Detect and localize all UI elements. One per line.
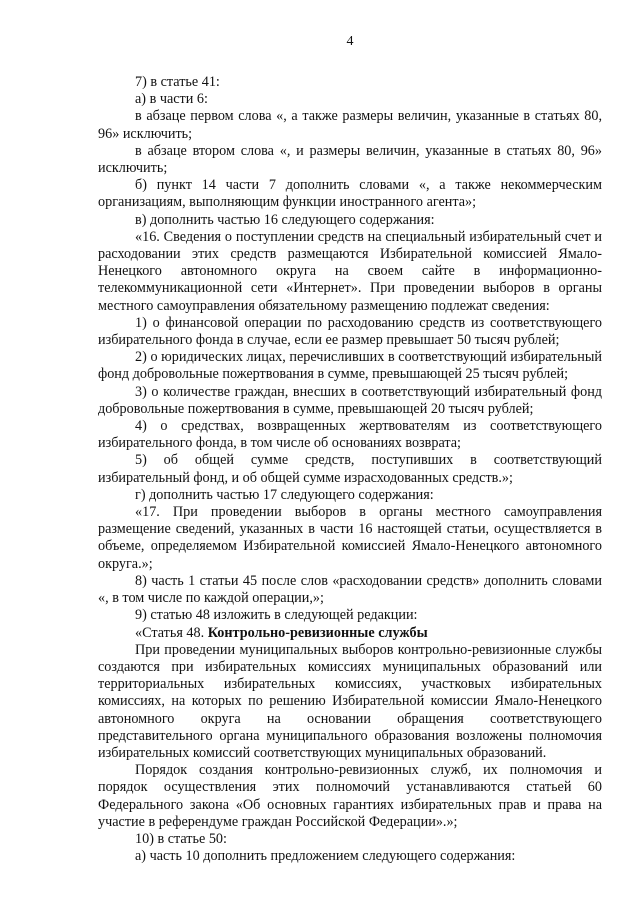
paragraph: «17. При проведении выборов в органы местного самоуправления размещение сведений, указанных в части 16 настоящей статьи, осуществляется в объеме, определяемом Избирательной комиссией Ямало-Ненецкого автономного округа.»;	[98, 504, 602, 572]
paragraph: 4) о средствах, возвращенных жертвователям из соответствующего избирательного фонда, в том числе об основаниях возврата;	[98, 418, 602, 452]
paragraph: При проведении муниципальных выборов контрольно-ревизионные службы создаются при избирательных комиссиях муниципальных образований или территориальных избирательных комиссиях, участковых избирательных комиссиях, на которых по решению Избирательной комиссии Ямало-Ненецкого автономного округа на основании обращения соответствующего представительного органа муниципального образования возложены полномочия избирательных комиссий соответствующих муниципальных образований.	[98, 641, 602, 761]
paragraph: «16. Сведения о поступлении средств на специальный избирательный счет и расходовании этих средств размещаются Избирательной комиссией Ямало-Ненецкого автономного округа на своем сайте в информационно-телекоммуникационной сети «Интернет». При проведении выборов в органы местного самоуправления обязательному размещению подлежат сведения:	[98, 228, 602, 314]
paragraph: 8) часть 1 статьи 45 после слов «расходовании средств» дополнить словами «, в том числе по каждой операции,»;	[98, 572, 602, 607]
paragraph: а) часть 10 дополнить предложением следующего содержания:	[135, 848, 516, 865]
paragraph: 1) о финансовой операции по расходованию средств из соответствующего избирательного фонда в случае, если ее размер превышает 50 тысяч рублей;	[98, 314, 602, 349]
article-heading-prefix: «Статья 48.	[135, 624, 208, 641]
paragraph: Порядок создания контрольно-ревизионных служб, их полномочия и порядок осуществления этих полномочий устанавливаются статьей 60 Федерального закона «Об основных гарантиях избирательных прав и права на участие в референдуме граждан Российской Федерации».»;	[98, 762, 602, 830]
paragraph: 10) в статье 50:	[135, 830, 227, 847]
document-body	[98, 74, 602, 865]
paragraph: в абзаце втором слова «, и размеры величин, указанные в статьях 80, 96» исключить;	[98, 142, 602, 177]
article-heading-title: Контрольно-ревизионные службы	[207, 624, 428, 641]
paragraph: г) дополнить частью 17 следующего содержания:	[135, 486, 434, 503]
article-heading	[98, 625, 602, 642]
paragraph: в) дополнить частью 16 следующего содержания:	[135, 211, 435, 228]
paragraph: 5) об общей сумме средств, поступивших в соответствующий избирательный фонд, и об общей сумме израсходованных средств.»;	[98, 452, 602, 486]
paragraph: 7) в статье 41:	[135, 74, 220, 90]
paragraph: б) пункт 14 части 7 дополнить словами «, а также некоммерческим организациям, выполняющим функции иностранного агента»;	[98, 177, 602, 211]
paragraph: а) в части 6:	[135, 91, 208, 108]
paragraph: 3) о количестве граждан, внесших в соответствующий избирательный фонд добровольные пожертвования в сумме, превышающей 20 тысяч рублей;	[98, 383, 602, 417]
paragraph: в абзаце первом слова «, а также размеры величин, указанные в статьях 80, 96» исключить;	[98, 108, 602, 142]
paragraph: 2) о юридических лицах, перечисливших в соответствующий избирательный фонд добровольные пожертвования в сумме, превышающей 25 тысяч рублей;	[98, 349, 602, 383]
paragraph: 9) статью 48 изложить в следующей редакции:	[135, 607, 418, 624]
page-number: 4	[346, 34, 354, 49]
